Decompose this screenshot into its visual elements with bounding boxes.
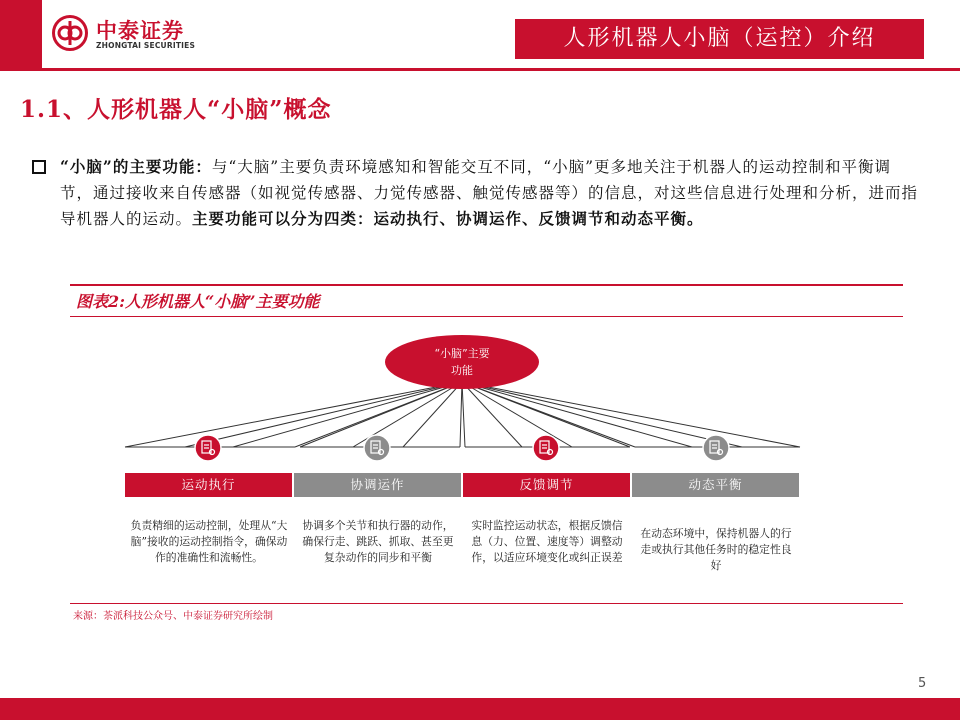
category-description-1: 负责精细的运动控制，处理从“大脑”接收的运动控制指令，确保动作的准确性和流畅性。 — [130, 519, 288, 564]
center-ellipse — [385, 335, 539, 389]
logo-text-cn: 中泰证券 — [96, 19, 184, 43]
logo-text-en: ZHONGTAI SECURITIES — [96, 41, 196, 50]
category-icon-2 — [364, 435, 390, 461]
header-title: 人形机器人小脑（运控）介绍 — [515, 19, 924, 59]
connector-lines — [125, 382, 800, 447]
category-description-2: 协调多个关节和执行器的动作，确保行走、跳跃、抓取、甚至更复杂动作的同步和平衡 — [302, 519, 454, 564]
page-number: 5 — [918, 676, 927, 691]
paragraph-tail: 主要功能可以分为四类：运动执行、协调运作、反馈调节和动态平衡。 — [192, 209, 704, 228]
category-label-coordination: 协调运作 — [294, 473, 461, 497]
center-text-line1: “小脑”主要 — [434, 347, 490, 360]
figure-title: 图表2:人形机器人“小脑”主要功能 — [76, 292, 320, 311]
paragraph-lead: “小脑”的主要功能： — [60, 157, 212, 176]
section-title: 1.1、人形机器人“小脑”概念 — [20, 96, 332, 123]
footer-bar — [0, 698, 960, 720]
category-icon-4 — [703, 435, 729, 461]
category-label-motion-execution: 运动执行 — [125, 473, 292, 497]
paragraph-body: 与“大脑”主要负责环境感知和智能交互不同，“小脑”更多地关注于机器人的运动控制和平衡调节，通过接收来自传感器（如视觉传感器、力觉传感器、触觉传感器等）的信息，对这些信息进行处理和分析，进而指导机器人的运动。 — [60, 158, 919, 228]
category-label-balance: 动态平衡 — [632, 473, 799, 497]
category-description-4: 在动态环境中，保持机器人的行走或执行其他任务时的稳定性良好 — [640, 527, 792, 572]
category-label-feedback: 反馈调节 — [463, 473, 630, 497]
center-text-line2: 功能 — [451, 364, 473, 377]
figure-source: 来源：茶派科技公众号、中泰证券研究所绘制 — [73, 611, 273, 622]
category-icon-3 — [533, 435, 559, 461]
category-icon-1 — [195, 435, 221, 461]
figure-bottom-rule — [70, 603, 903, 604]
category-description-3: 实时监控运动状态，根据反馈信息（力、位置、速度等）调整动作，以适应环境变化或纠正误差 — [471, 519, 623, 564]
